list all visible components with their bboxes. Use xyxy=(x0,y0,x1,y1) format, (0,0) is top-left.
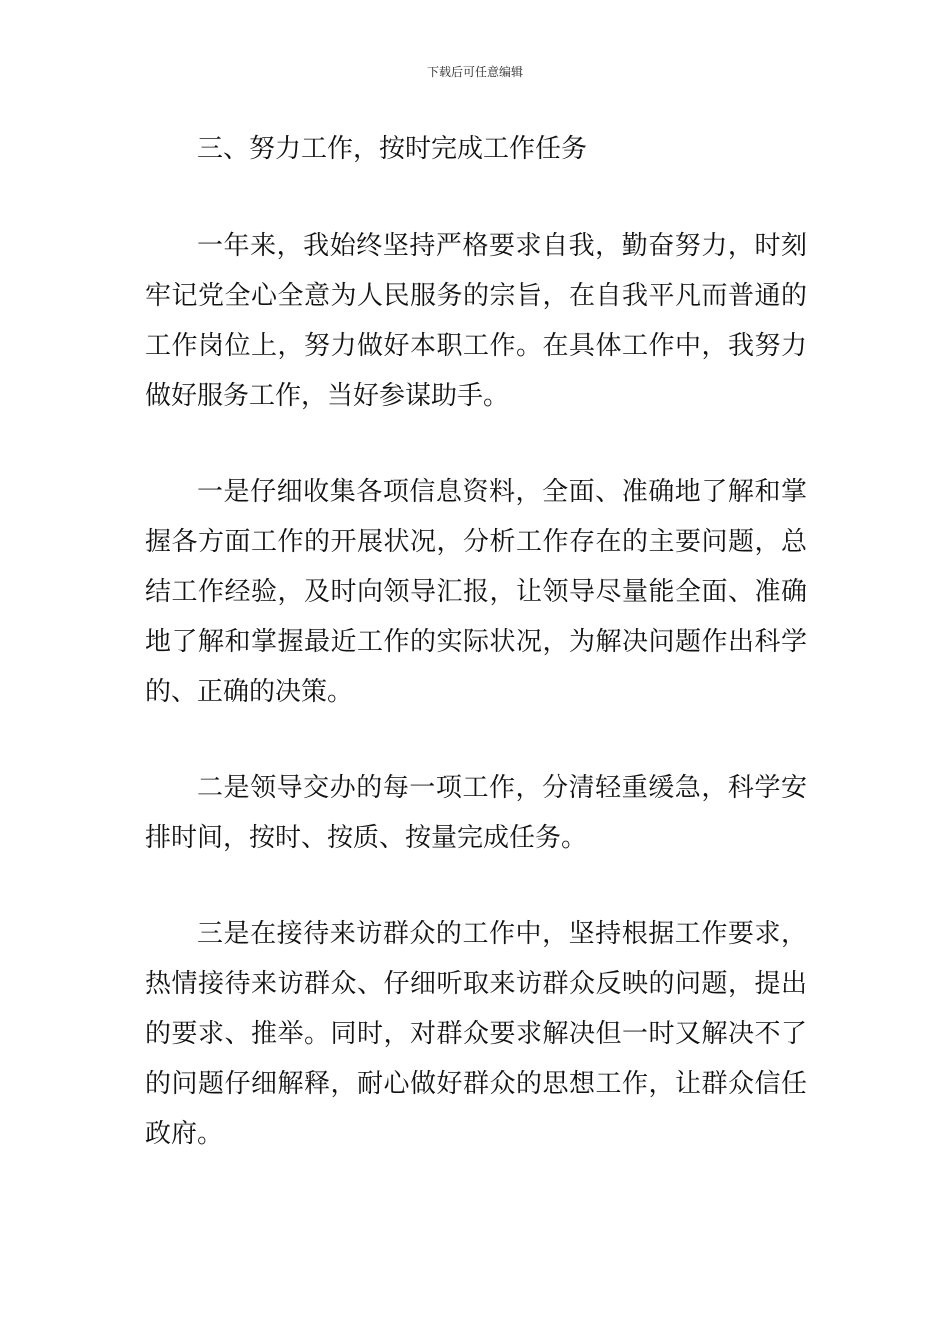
document-body xyxy=(145,123,807,1159)
section-heading: 三、努力工作，按时完成工作任务 xyxy=(197,134,588,164)
paragraph-point-one: 一是仔细收集各项信息资料，全面、准确地了解和掌握各方面工作的开展状况，分析工作存在的主要问题，总结工作经验，及时向领导汇报，让领导尽量能全面、准确地了解和掌握最近工作的实际状况，为解决问题作出科学的、正确的决策。 xyxy=(145,477,807,707)
page-header-note: 下载后可任意编辑 xyxy=(426,65,523,79)
paragraph-point-three: 三是在接待来访群众的工作中，坚持根据工作要求，热情接待来访群众、仔细听取来访群众反映的问题，提出的要求、推举。同时，对群众要求解决但一时又解决不了的问题仔细解释，耐心做好群众的思想工作，让群众信任政府。 xyxy=(145,919,807,1149)
paragraph-point-two: 二是领导交办的每一项工作，分清轻重缓急，科学安排时间，按时、按质、按量完成任务。 xyxy=(145,773,807,853)
paragraph-intro: 一年来，我始终坚持严格要求自我，勤奋努力，时刻牢记党全心全意为人民服务的宗旨，在自我平凡而普通的工作岗位上，努力做好本职工作。在具体工作中，我努力做好服务工作，当好参谋助手。 xyxy=(145,231,807,411)
